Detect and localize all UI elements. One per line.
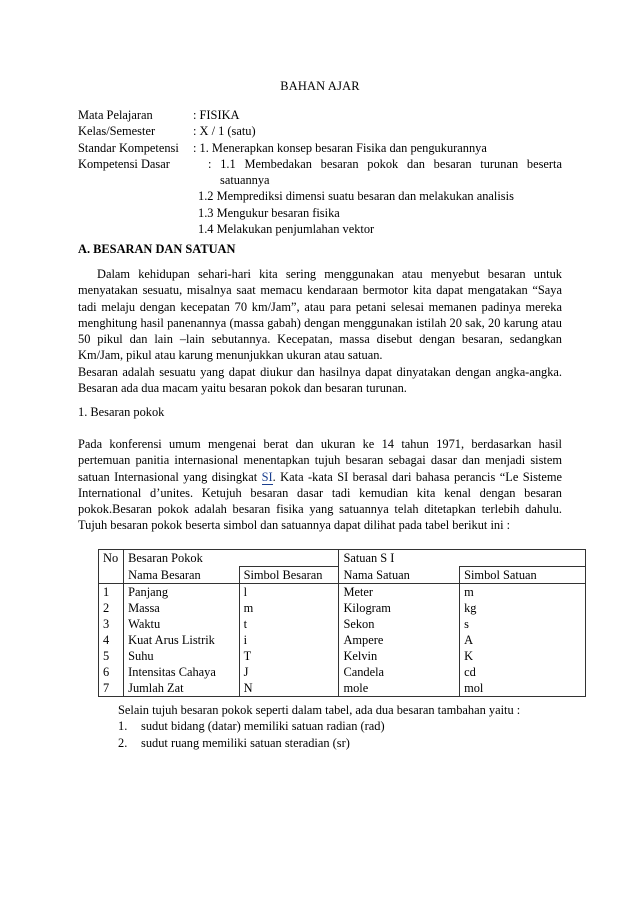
section-a-paragraph-1: Dalam kehidupan sehari-hari kita sering menggunakan atau menyebut besaran untuk menyatakan sesuatu, misalnya saat memacu kendaraan bermotor kita dapat mengatakan “Saya tadi melaju dengan kecepatan 70 km/Jam”, atau para petani selesai memanen padinya mereka menghitung hasil panenannya (massa gabah) dengan menggunakan istilah 20 sak, 20 karung atau 50 pikul dan lain –lain sebutannya. Kecepatan, massa disebut dengan besaran, sedangkan Km/Jam, pikul atau karung menunjukkan ukuran atau satuan.: [78, 267, 562, 363]
list-item-text: sudut ruang memiliki satuan steradian (sr): [141, 735, 350, 750]
besaran-pokok-heading: 1. Besaran pokok: [78, 405, 165, 419]
cell-nama-satuan: Candela: [343, 665, 385, 679]
cell-nama-satuan: Kilogram: [343, 601, 391, 615]
cell-nama-besaran: Suhu: [128, 649, 154, 663]
cell-nama-besaran: Panjang: [128, 585, 169, 599]
cell-simbol-satuan: s: [464, 617, 469, 631]
cell-no: 3: [103, 617, 110, 631]
kd-item-1-2: 1.2 Memprediksi dimensi suatu besaran dan melakukan analisis: [198, 189, 514, 204]
cell-nama-satuan: mole: [343, 681, 369, 695]
list-item-number: 2.: [118, 735, 128, 750]
document-title: BAHAN AJAR: [280, 79, 360, 93]
list-item: [118, 735, 578, 751]
header-besaran-pokok: Besaran Pokok: [124, 550, 339, 567]
besaran-pokok-paragraph: [78, 436, 562, 534]
paragraph-text-before: Pada konferensi umum mengenai berat dan ukuran ke 14 tahun 1971, berdasarkan hasil pertemuan panitia internasional menentapkan tujuh besaran sebagai dasar dan menjadi sistem satuan Internasional yang disingkat: [78, 437, 562, 484]
meta-value-sk: : 1. Menerapkan konsep besaran Fisika dan pengukurannya: [193, 140, 487, 155]
cell-nama-satuan: Ampere: [343, 633, 384, 647]
cell-simbol-besaran: l: [243, 585, 248, 599]
header-no: No: [99, 550, 124, 584]
meta-row-sk: [78, 140, 562, 156]
header-simbol-besaran: Simbol Besaran: [239, 567, 339, 584]
cell-simbol-besaran: N: [243, 681, 253, 695]
meta-value-kelas: : X / 1 (satu): [193, 124, 256, 139]
meta-row-kelas: [78, 123, 562, 139]
header-nama-satuan: Nama Satuan: [339, 567, 460, 584]
table-header-row-1: [99, 550, 586, 567]
meta-label-kelas: Kelas/Semester: [78, 124, 156, 139]
cell-nama-besaran: Jumlah Zat: [128, 681, 184, 695]
header-simbol-satuan: Simbol Satuan: [460, 567, 586, 584]
cell-nama-satuan: Kelvin: [343, 649, 378, 663]
cell-no: 6: [103, 665, 110, 679]
list-item-number: 1.: [118, 719, 128, 734]
cell-simbol-besaran: m: [243, 601, 254, 615]
cell-nama-besaran: Kuat Arus Listrik: [128, 633, 215, 647]
col-nama-satuan: [339, 584, 460, 697]
col-nama-besaran: [124, 584, 239, 697]
additional-intro: Selain tujuh besaran pokok seperti dalam tabel, ada dua besaran tambahan yaitu :: [118, 703, 521, 717]
col-no: [99, 584, 124, 697]
cell-no: 2: [103, 601, 110, 615]
besaran-pokok-table: [98, 549, 586, 697]
kd-item-1-1-cont: satuannya: [220, 173, 270, 188]
cell-nama-besaran: Massa: [128, 601, 160, 615]
section-a-heading: A. BESARAN DAN SATUAN: [78, 242, 236, 256]
meta-label-sk: Standar Kompetensi: [78, 140, 179, 155]
cell-simbol-satuan: kg: [464, 601, 477, 615]
meta-row-kd: [78, 156, 562, 238]
paragraph-text-after: . Kata -kata SI berasal dari bahasa perancis “Le Sisteme International d’unites. Ketujuh besaran dasar tadi kemudian kita kenal dengan besaran pokok.Besaran pokok adalah besaran fisika yang satuannya telah ditetapkan terlebih dahulu. Tujuh besaran pokok beserta simbol dan satuannya dapat dilihat pada tabel berikut ini :: [78, 469, 562, 533]
additional-quantities: [118, 702, 578, 751]
cell-no: 1: [103, 585, 110, 599]
table-body-row: [99, 584, 586, 697]
kd-item-1-1: : 1.1 Membedakan besaran pokok dan besaran turunan beserta: [208, 156, 562, 171]
cell-simbol-besaran: t: [243, 617, 248, 631]
cell-simbol-satuan: mol: [464, 681, 484, 695]
list-item-text: sudut bidang (datar) memiliki satuan radian (rad): [141, 719, 385, 734]
kd-item-1-3: 1.3 Mengukur besaran fisika: [198, 205, 340, 220]
cell-simbol-besaran: i: [243, 633, 248, 647]
table-header-row-2: [99, 567, 586, 584]
section-a-paragraph-2: Besaran adalah sesuatu yang dapat diukur dan hasilnya dapat dinyatakan dengan angka-angka. Besaran ada dua macam yaitu besaran pokok dan besaran turunan.: [78, 365, 562, 396]
cell-simbol-satuan: K: [464, 649, 474, 663]
kd-item-1-4: 1.4 Melakukan penjumlahan vektor: [198, 222, 375, 237]
cell-simbol-satuan: cd: [464, 665, 476, 679]
list-item: [118, 718, 578, 734]
col-simbol-satuan: [460, 584, 586, 697]
col-simbol-besaran: [239, 584, 339, 697]
cell-nama-satuan: Sekon: [343, 617, 375, 631]
metadata-block: [78, 107, 562, 237]
cell-no: 7: [103, 681, 110, 695]
cell-simbol-besaran: T: [243, 649, 252, 663]
header-satuan-si: Satuan S I: [339, 550, 586, 567]
meta-label-kd: Kompetensi Dasar: [78, 156, 170, 171]
cell-simbol-satuan: A: [464, 633, 474, 647]
cell-nama-besaran: Intensitas Cahaya: [128, 665, 216, 679]
cell-simbol-besaran: J: [243, 665, 249, 679]
cell-no: 5: [103, 649, 110, 663]
meta-label-mapel: Mata Pelajaran: [78, 108, 153, 122]
cell-simbol-satuan: m: [464, 585, 474, 599]
cell-no: 4: [103, 633, 110, 647]
cell-nama-satuan: Meter: [343, 585, 374, 599]
meta-row-mapel: [78, 107, 562, 123]
si-link[interactable]: SI: [261, 469, 273, 484]
header-nama-besaran: Nama Besaran: [124, 567, 239, 584]
cell-nama-besaran: Waktu: [128, 617, 161, 631]
meta-value-mapel: : FISIKA: [193, 108, 240, 122]
